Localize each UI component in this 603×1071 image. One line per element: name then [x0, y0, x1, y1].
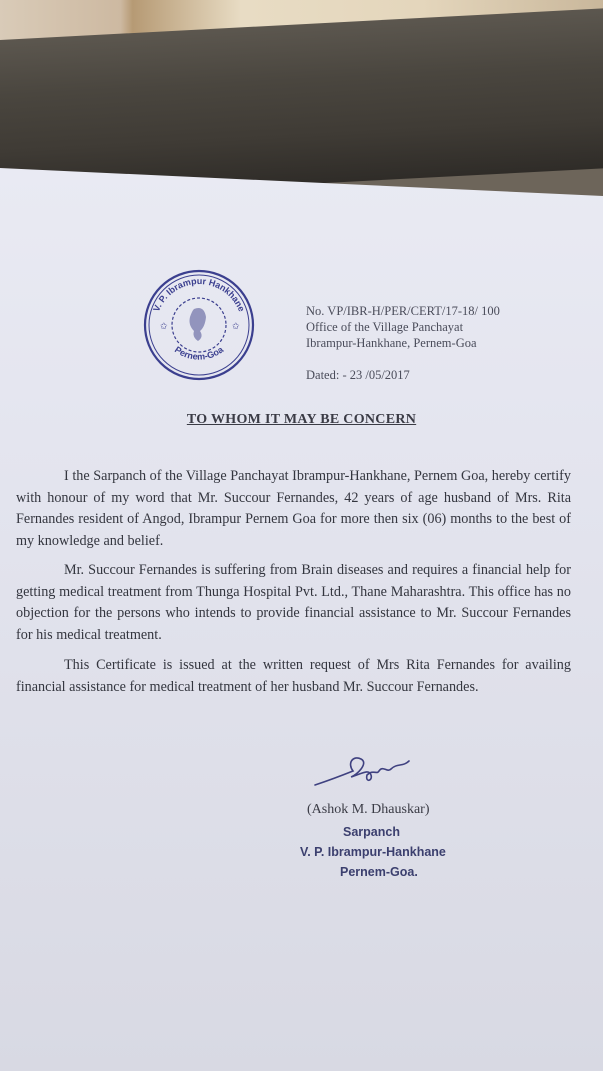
panchayat-seal — [142, 269, 256, 381]
signatory-name: (Ashok M. Dhauskar) — [307, 802, 430, 817]
handwritten-signature — [313, 745, 423, 795]
office-line-2: Ibrampur-Hankhane, Pernem-Goa — [306, 336, 477, 350]
paragraph-1 — [16, 466, 571, 552]
paragraph-2-text: Mr. Succour Fernandes is suffering from Brain diseases and requires a financial help for getting medical treatment from Thunga Hospital Pvt. Ltd., Thane Maharashtra. This office has no objection for the persons who intends to provide financial assistance to Mr. Succour Fernandes for his medical treatment. — [16, 562, 571, 643]
date-line: Dated: - 23 /05/2017 — [306, 368, 410, 382]
stamp-location: Pernem-Goa. — [340, 865, 418, 879]
svg-text:✩: ✩ — [160, 321, 168, 331]
svg-text:Pernem-Goa — [173, 344, 226, 362]
svg-text:✩: ✩ — [232, 321, 240, 331]
seal-bottom-text: Pernem-Goa — [172, 344, 226, 362]
stamp-designation: Sarpanch — [343, 825, 400, 839]
paragraph-2 — [16, 560, 571, 646]
document-title: TO WHOM IT MAY BE CONCERN — [186, 412, 417, 427]
reference-number: No. VP/IBR-H/PER/CERT/17-18/ 100 — [306, 304, 500, 318]
seal-top-text: V. P. Ibrampur Hankhane — [151, 275, 247, 314]
header-block — [306, 303, 500, 351]
background-ledge — [0, 8, 603, 200]
paragraph-3 — [16, 655, 571, 698]
stamp-office: V. P. Ibrampur-Hankhane — [300, 845, 446, 859]
office-line-1: Office of the Village Panchayat — [306, 320, 464, 334]
paragraph-1-text: I the Sarpanch of the Village Panchayat Ibrampur-Hankhane, Pernem Goa, hereby certify with honour of my word that Mr. Succour Fernandes, 42 years of age husband of Mrs. Rita Fernandes resident of Angod, Ibrampur Pernem Goa for more then six (06) months to the best of my knowledge and belief. — [16, 468, 571, 549]
paragraph-3-text: This Certificate is issued at the written request of Mrs Rita Fernandes for availing financial assistance for medical treatment of her husband Mr. Succour Fernandes. — [16, 657, 571, 695]
